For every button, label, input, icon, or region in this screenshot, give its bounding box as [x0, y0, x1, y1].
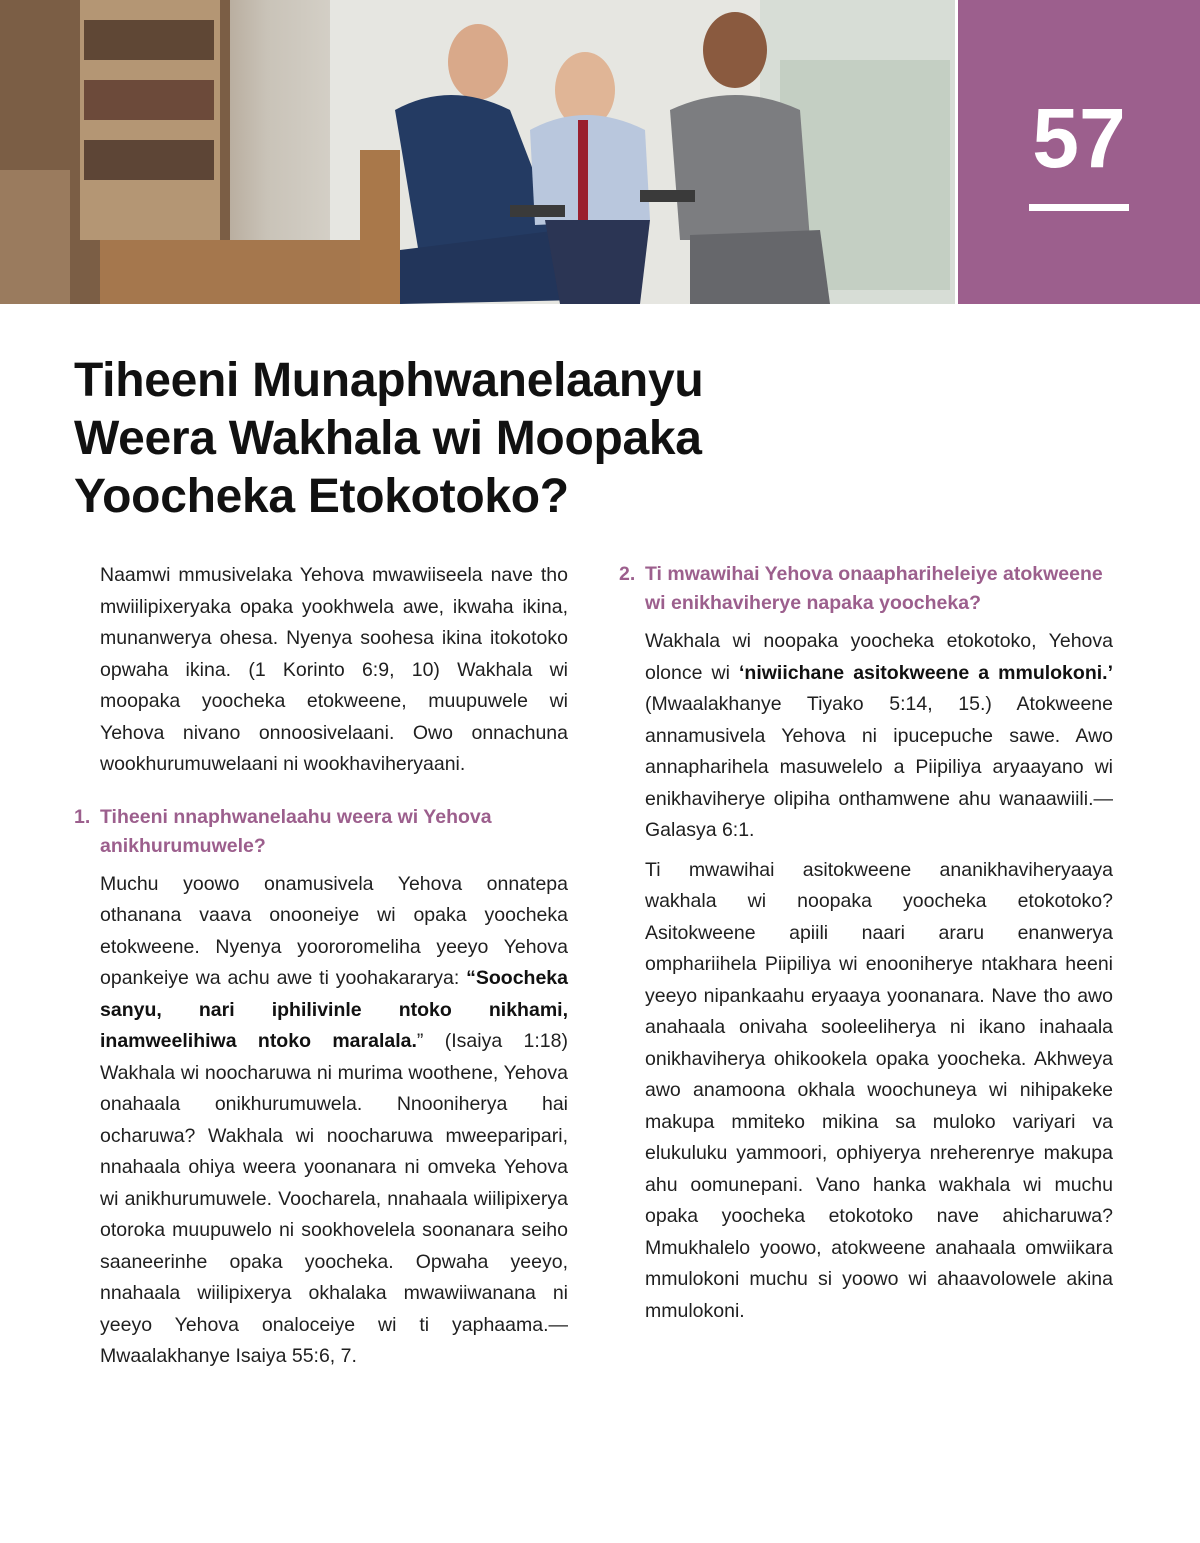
section-1-question: [74, 803, 568, 861]
title-line-2: Weera Wakhala wi Moopaka: [74, 412, 702, 465]
section-2-text-b: (Mwaalakhanye Tiyako 5:14, 15.) Atokweene annamusivela Yehova ni ipucepuche sawe. Awo annapharihela masuwelelo a Piipiliya aryaayano wi enikhaviherye olipiha onthamwene ahu wanaawiili.—Galasya 6:1.: [645, 693, 1113, 841]
cover-photo: [0, 0, 955, 304]
intro-paragraph: Naamwi mmusivelaka Yehova mwawiiseela nave tho mwiilipixeryaka opaka yookhwela awe, ikwaha ikina, munanwerya ohesa. Nyenya soohesa ikina itokotoko opwaha ikina. (1 Korinto 6:9, 10) Wakhala wi moopaka yoocheka etokweene, muupuwele wi Yehova nivano onnoosivelaani. Owo onnachuna wookhurumuwelaani ni wookhaviheryaani.: [100, 564, 568, 775]
title-line-1: Tiheeni Munaphwanelaanyu: [74, 354, 704, 407]
page-title: [74, 352, 834, 526]
section-1-number: 1.: [74, 805, 91, 828]
badge-divider: [1029, 204, 1129, 211]
section-2-question-text: Ti mwawihai Yehova onaaphariheleiye atokweene wi enikhaviherye napaka yoocheka?: [645, 563, 1103, 614]
section-1-paragraph: [100, 869, 568, 1373]
left-column: [74, 560, 568, 1381]
section-2-number: 2.: [619, 563, 636, 585]
section-2-question: [619, 560, 1113, 618]
section-2-text-a: Wakhala wi noopaka yoocheka etokotoko, Yehova olonce wi: [645, 630, 1113, 684]
section-1-quote: “Soocheka sanyu, nari iphilivinle ntoko nikhami, inamweelihiwa ntoko maralala.: [100, 967, 568, 1052]
lesson-number: 57: [1032, 91, 1126, 185]
title-line-3: Yoocheka Etokotoko?: [74, 470, 569, 523]
section-1-text-b: ” (Isaiya 1:18) Wakhala wi noocharuwa ni murima woothene, Yehova onahaala onikhurumuwela. Nnooniherya hai ocharuwa? Wakhala wi noocharuwa mweeparipari, nnahaala ohiya weera yoonanara ni omveka Yehova wi anikhurumuwele. Voocharela, nnahaala wiilipixerya otoroka muupuwelo ni sookhovelela soonanara seiho saaneerinhe opaka yoocheka. Opwaha yeeyo, nnahaala wiilipixerya okhalaka mwawiiwanana ni yeeyo Yehova onaloceiye wi ti yaphaama.—Mwaalakhanye Isaiya 55:6, 7.: [100, 1030, 568, 1367]
right-column: [619, 560, 1113, 1335]
header: [0, 0, 1200, 304]
section-1-question-text: Tiheeni nnaphwanelaahu weera wi Yehova anikhurumuwele?: [100, 805, 492, 857]
photo-illustration: [0, 0, 955, 304]
section-2-paragraph-2: Ti mwawihai asitokweene ananikhaviheryaaya wakhala wi noopaka yoocheka etokotoko? Asitokweene apiili naari araru enanwerya omphariihela Piipiliya wi enooniheryе ntakhara heeni yeeyo nipankaahu eryaaya yoonanara. Nave tho awo anahaala onivaha sooleeliherya ni ikano inahaala onikhaviherya ohikookela opaka yoocheka. Akhweya awo anamoona okhala woochuneya wi nihipakeke makupa mmiteko mikina sa muloko variyari va elukuluku yammoori, ophiyerya nreherenrye makupa ahu oomunepani. Vano hanka wakhala wi muchu opaka yoocheka etokotoko nave ahicharuwa? Mmukhalelo yoowo, atokweene anahaala omwiikara mmulokoni muchu si yoowo wi ahaavolowele akina mmulokoni.: [645, 858, 1113, 1322]
section-1-text-a: Muchu yoowo onamusivela Yehova onnatepa othanana vaava onooneiye wi opaka yoocheka etokweene. Nyenya yoororomeliha yeeyo Yehova opankeiye wa achu awe ti yoohakararya:: [100, 872, 568, 989]
section-2-quote: ‘niwiichane asitokweene a mmulokoni.’: [739, 661, 1113, 684]
lesson-number-badge: [958, 0, 1200, 304]
section-2-paragraph-1: [645, 626, 1113, 847]
